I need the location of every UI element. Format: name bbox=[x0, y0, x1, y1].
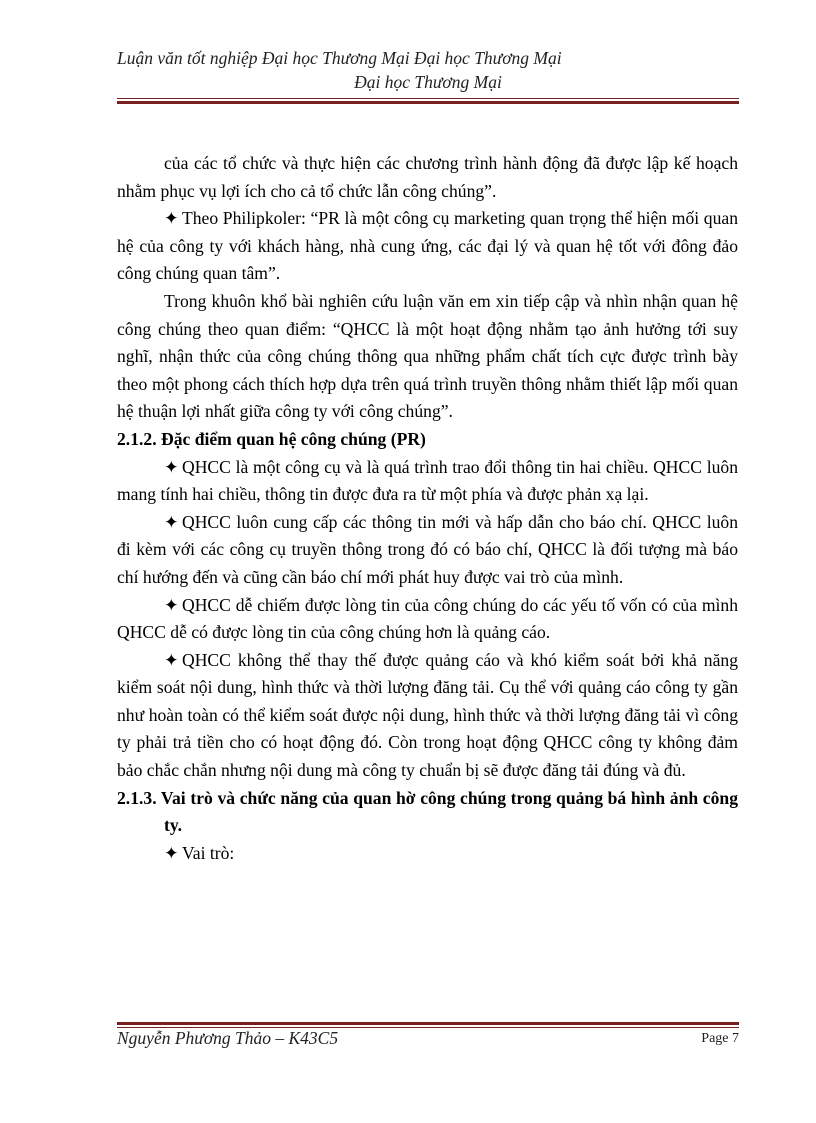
footer-rule-thick bbox=[117, 1022, 739, 1025]
header-title-line-2: Đại học Thương Mại bbox=[354, 72, 502, 92]
paragraph-4 bbox=[117, 454, 738, 509]
bullet-star-icon: ✦ bbox=[164, 594, 179, 615]
paragraph-2-text: Theo Philipkoler: “PR là một công cụ marketing quan trọng thể hiện mối quan hệ của công ty với khách hàng, nhà cung ứng, các đại lý và quan hệ tốt với đông đảo công chúng quan tâm”. bbox=[117, 208, 738, 284]
paragraph-8 bbox=[117, 840, 738, 868]
document-body bbox=[117, 150, 738, 867]
page-number: Page 7 bbox=[701, 1031, 739, 1046]
bullet-star-icon: ✦ bbox=[164, 511, 179, 532]
bullet-star-icon: ✦ bbox=[164, 842, 179, 863]
paragraph-3: Trong khuôn khổ bài nghiên cứu luận văn em xin tiếp cập và nhìn nhận quan hệ công chúng theo quan điểm: “QHCC là một hoạt động nhằm tạo ảnh hưởng tới suy nghĩ, nhận thức của công chúng thông qua những phẩm chất tích cực được trình bày theo một phong cách thích hợp dựa trên quá trình truyền thông nhằm thiết lập mối quan hệ thuận lợi nhất giữa công ty với công chúng”. bbox=[117, 290, 738, 422]
paragraph-7-text: QHCC không thể thay thế được quảng cáo và khó kiểm soát bởi khả năng kiểm soát nội dung, hình thức và thời lượng đăng tải. Cụ thể với quảng cáo công ty gần như hoàn toàn có thể kiểm soát được nội dung, hình thức và thời lượng đăng tải vì công ty phải trả tiền cho có hoạt động đó. Còn trong hoạt động QHCC công ty không đảm bảo chắc chắn nhưng nội dung mà công ty chuẩn bị sẽ được đăng tải đúng và đủ. bbox=[117, 649, 738, 781]
bullet-star-icon: ✦ bbox=[164, 208, 179, 229]
bullet-star-icon: ✦ bbox=[164, 456, 179, 477]
paragraph-5-text: QHCC luôn cung cấp các thông tin mới và hấp dẫn cho báo chí. QHCC luôn đi kèm với các công cụ truyền thông trong đó có báo chí, QHCC là đối tượng mà báo chí hướng đến và cũng cần báo chí mới phát huy được vai trò của mình. bbox=[117, 511, 738, 587]
header-rule-thin bbox=[117, 98, 739, 99]
section-heading-2-1-3: 2.1.3. Vai trò và chức năng của quan hờ công chúng trong quảng bá hình ảnh công ty. bbox=[117, 787, 738, 836]
paragraph-1: của các tổ chức và thực hiện các chương trình hành động đã được lập kế hoạch nhằm phục vụ lợi ích cho cả tổ chức lẫn công chúng”. bbox=[117, 153, 738, 201]
section-heading-2-1-2: 2.1.2. Đặc điểm quan hệ công chúng (PR) bbox=[117, 428, 426, 449]
header-rule-thick bbox=[117, 101, 739, 104]
footer-author: Nguyễn Phương Thảo – K43C5 bbox=[117, 1028, 339, 1048]
paragraph-7 bbox=[117, 647, 738, 785]
paragraph-6-text: QHCC dễ chiếm được lòng tin của công chúng do các yếu tố vốn có của mình QHCC dễ có được lòng tin của công chúng hơn là quảng cáo. bbox=[117, 594, 738, 643]
paragraph-6 bbox=[117, 592, 738, 647]
page-header bbox=[117, 46, 739, 94]
paragraph-5 bbox=[117, 509, 738, 592]
header-title-line-1: Luận văn tốt nghiệp Đại học Thương Mại Đại học Thương Mại bbox=[117, 48, 562, 68]
paragraph-8-text: Vai trò: bbox=[182, 842, 235, 863]
paragraph-4-text: QHCC là một công cụ và là quá trình trao đổi thông tin hai chiều. QHCC luôn mang tính hai chiều, thông tin được đưa ra từ một phía và được phản xạ lại. bbox=[117, 456, 738, 505]
paragraph-2 bbox=[117, 205, 738, 288]
bullet-star-icon: ✦ bbox=[164, 649, 179, 670]
